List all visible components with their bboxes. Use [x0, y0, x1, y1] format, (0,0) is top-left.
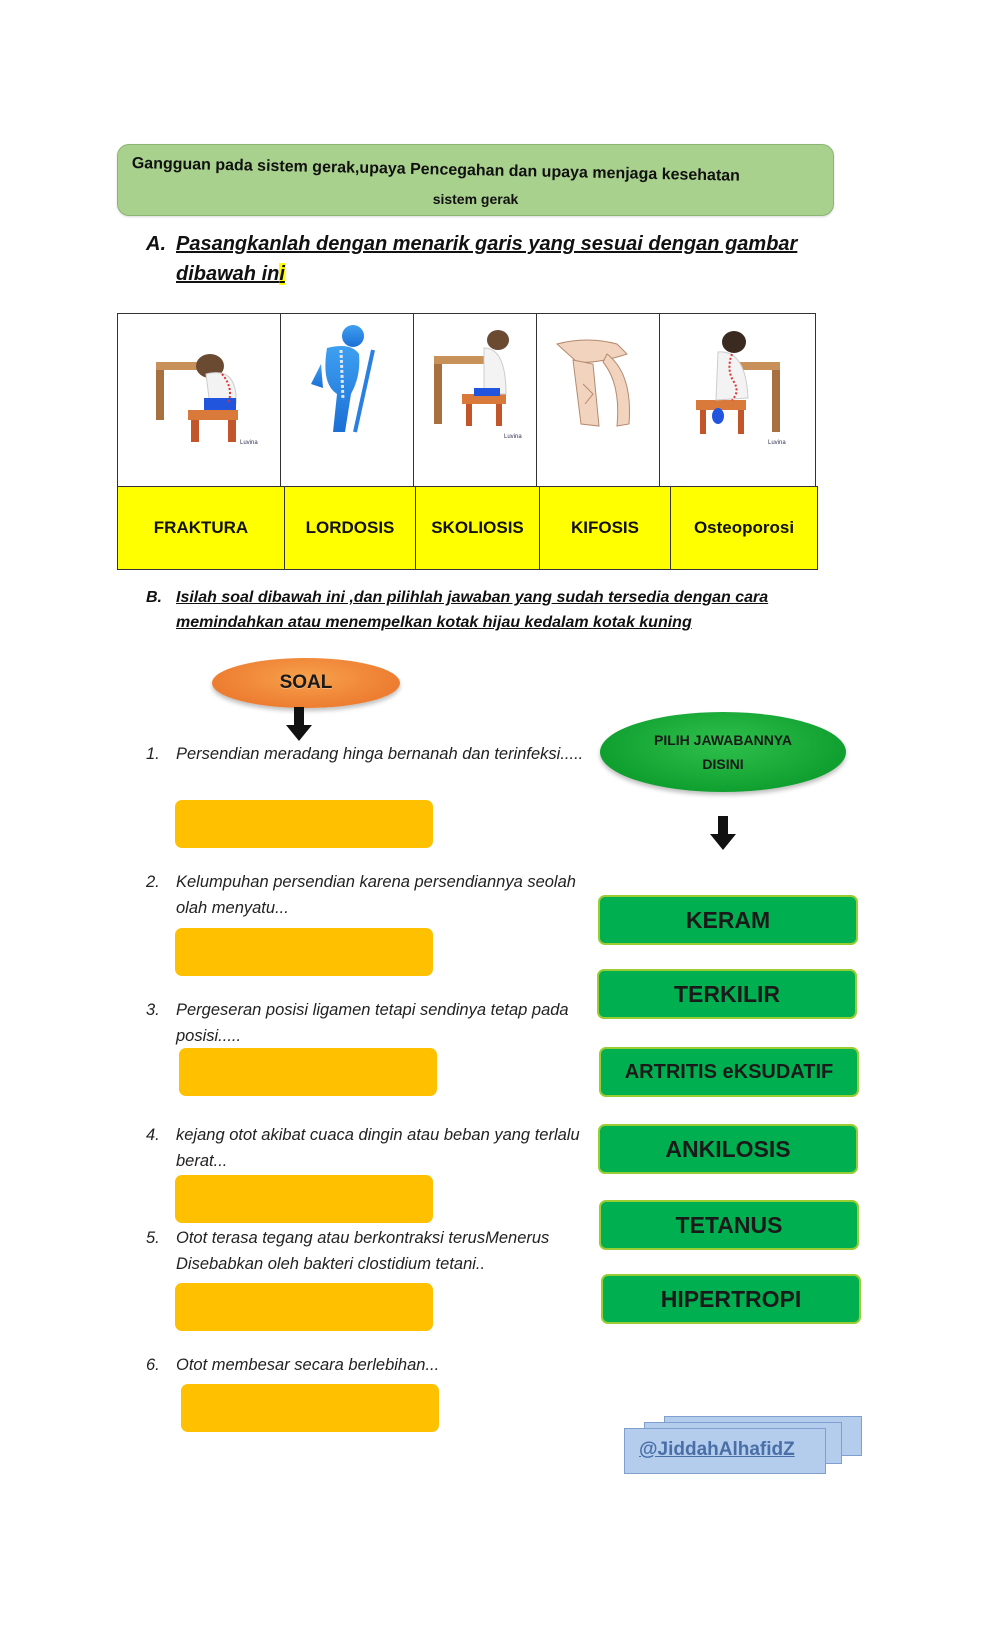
question-text: kejang otot akibat cuaca dingin atau beban yang terlalu berat... — [176, 1126, 580, 1170]
question-2 — [146, 869, 586, 921]
question-number: 2. — [146, 873, 160, 891]
question-number: 1. — [146, 745, 160, 763]
section-b-number: B. — [146, 589, 162, 606]
choice-tetanus[interactable]: TETANUS — [599, 1200, 859, 1250]
question-text: Persendian meradang hinga bernanah dan terinfeksi..... — [176, 745, 584, 763]
choice-terkilir[interactable]: TERKILIR — [597, 969, 857, 1019]
choice-artritis-eksudatif[interactable]: ARTRITIS eKSUDATIF — [599, 1047, 859, 1097]
label-lordosis[interactable]: LORDOSIS — [285, 487, 416, 569]
question-text: Otot terasa tegang atau berkontraksi terusMenerus Disebabkan oleh bakteri clostidium tetani.. — [176, 1229, 550, 1273]
question-6 — [146, 1352, 586, 1378]
header-title-line1: Gangguan pada sistem gerak,upaya Pencegahan dan upaya menjaga kesehatan — [131, 155, 741, 185]
label-kifosis[interactable]: KIFOSIS — [540, 487, 671, 569]
section-b-instruction — [146, 585, 836, 635]
label-fraktura[interactable]: FRAKTURA — [118, 487, 285, 569]
soal-heading: SOAL — [212, 658, 400, 708]
answer-box-2[interactable] — [175, 928, 433, 976]
question-number: 6. — [146, 1356, 160, 1374]
arrow-down-icon — [284, 707, 314, 743]
question-text: Otot membesar secara berlebihan... — [176, 1356, 440, 1374]
label-skoliosis[interactable]: SKOLIOSIS — [416, 487, 540, 569]
header-title-line2: sistem gerak — [432, 191, 519, 207]
fracture-illustration — [537, 314, 659, 486]
pilih-jawaban-heading — [600, 712, 846, 792]
section-a-highlight: i — [279, 263, 285, 285]
scoliosis-posture-illustration — [660, 314, 806, 486]
question-1 — [146, 741, 586, 767]
label-osteoporosi[interactable]: Osteoporosi — [693, 518, 795, 537]
question-5 — [146, 1225, 606, 1277]
question-3 — [146, 997, 586, 1049]
section-a-text: Pasangkanlah dengan menarik garis yang sesuai dengan gambar dibawah in — [176, 233, 798, 285]
watermark — [624, 1416, 862, 1474]
choice-keram[interactable]: KERAM — [598, 895, 858, 945]
header-banner — [117, 144, 834, 216]
image-3-label: Luvina — [504, 434, 522, 440]
label-table — [117, 486, 818, 570]
choice-hipertropi[interactable]: HIPERTROPI — [601, 1274, 861, 1324]
lordosis-posture-illustration — [414, 314, 536, 486]
image-table — [117, 313, 816, 487]
arrow-down-icon — [708, 816, 738, 852]
choice-ankilosis[interactable]: ANKILOSIS — [598, 1124, 858, 1174]
image-5-label: Luvina — [768, 440, 786, 446]
watermark-text: @JiddahAlhafidZ — [639, 1439, 795, 1460]
question-4 — [146, 1122, 586, 1174]
question-number: 3. — [146, 1001, 160, 1019]
question-number: 5. — [146, 1229, 160, 1247]
image-cell-sitting-slouch[interactable] — [118, 314, 281, 486]
image-cell-old-person[interactable] — [281, 314, 414, 486]
answer-box-1[interactable] — [175, 800, 433, 848]
question-text: Kelumpuhan persendian karena persendiannya seolah olah menyatu... — [176, 873, 576, 917]
osteoporosis-illustration — [281, 314, 413, 486]
image-cell-broken-bone[interactable] — [537, 314, 660, 486]
image-1-label: Luvina — [240, 440, 258, 446]
answer-box-4[interactable] — [175, 1175, 433, 1223]
question-text: Pergeseran posisi ligamen tetapi sendinya tetap pada posisi..... — [176, 1001, 569, 1045]
image-cell-sitting-twisted[interactable] — [660, 314, 806, 486]
section-a-number: A. — [146, 233, 166, 255]
answer-box-6[interactable] — [181, 1384, 439, 1432]
section-a-instruction — [146, 229, 826, 289]
answer-box-5[interactable] — [175, 1283, 433, 1331]
question-number: 4. — [146, 1126, 160, 1144]
answer-box-3[interactable] — [179, 1048, 437, 1096]
section-b-text: Isilah soal dibawah ini ,dan pilihlah jawaban yang sudah tersedia dengan cara memindahkan atau menempelkan kotak hijau kedalam kotak kuning — [176, 589, 769, 631]
kyphosis-posture-illustration — [118, 314, 280, 486]
image-cell-sitting-bent[interactable] — [414, 314, 537, 486]
pilih-jawaban-text: PILIH JAWABANNYA DISINI — [654, 732, 792, 772]
